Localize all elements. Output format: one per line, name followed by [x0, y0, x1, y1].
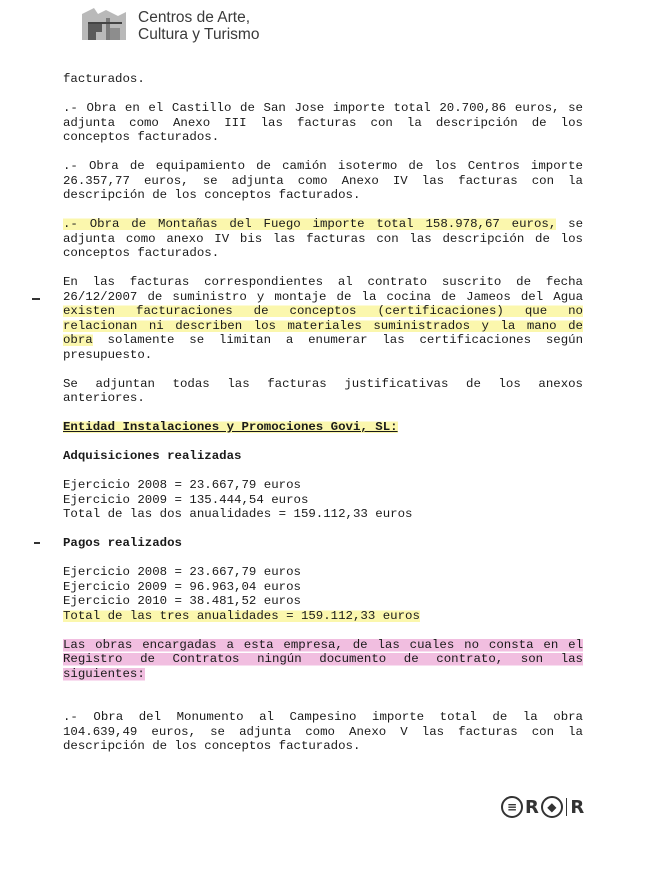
payments-list [63, 565, 583, 623]
stamp-circle-icon: ≡ [501, 796, 523, 818]
paragraph-works-intro [63, 638, 583, 682]
registry-stamp [501, 795, 584, 819]
stamp-divider [566, 798, 568, 816]
paragraph-continuation: facturados. [63, 72, 145, 86]
entity-title-text: Entidad Instalaciones y Promociones Govi, SL: [63, 420, 398, 434]
paragraph-jameos-start: En las facturas correspondientes al contrato suscrito de fecha 26/12/2007 de suministro y montaje de la cocina de Jameos del Agua [63, 275, 583, 304]
logo-line-1: Centros de Arte, [138, 9, 251, 26]
header [72, 2, 332, 48]
margin-dash [34, 542, 40, 544]
paragraph-camion: .- Obra de equipamiento de camión isotermo de los Centros importe 26.357,77 euros, se adjunta como Anexo IV las facturas con la descripción de los conceptos facturados. [63, 159, 583, 202]
acquisition-line: Ejercicio 2008 = 23.667,79 euros [63, 478, 301, 492]
payment-line: Ejercicio 2008 = 23.667,79 euros [63, 565, 301, 579]
paragraph-monumento: .- Obra del Monumento al Campesino importe total de la obra 104.639,49 euros, se adjunta como Anexo V las facturas con la descripción de los conceptos facturados. [63, 710, 583, 753]
payment-line: Ejercicio 2009 = 96.963,04 euros [63, 579, 301, 594]
acquisitions-heading: Adquisiciones realizadas [63, 449, 242, 463]
paragraph-castillo: .- Obra en el Castillo de San Jose importe total 20.700,86 euros, se adjunta como Anexo III las facturas con la descripción de los conceptos facturados. [63, 101, 583, 144]
stamp-seal-icon: ◆ [541, 796, 563, 818]
document-body [63, 72, 583, 754]
logo-text [138, 9, 259, 43]
highlight-montanas: .- Obra de Montañas del Fuego importe total 158.978,67 euros, [63, 217, 557, 231]
logo-icon [76, 4, 132, 44]
highlight-works-intro: Las obras encargadas a esta empresa, de las cuales no consta en el Registro de Contratos ningún documento de contrato, son las siguientes: [63, 637, 583, 681]
acquisitions-list [63, 478, 583, 522]
stamp-letter-r1: R [525, 796, 539, 818]
entity-title [63, 420, 583, 435]
highlight-jameos: existen facturaciones de conceptos (certificaciones) que no relacionan ni describen los materiales suministrados y la mano de obra [63, 304, 583, 347]
paragraph-anexos: Se adjuntan todas las facturas justificativas de los anexos anteriores. [63, 376, 583, 405]
paragraph-montanas-rest: se adjunta como anexo IV bis las facturas con las descripción de los conceptos facturados. [63, 217, 583, 260]
margin-dash [32, 298, 40, 300]
acquisition-line: Ejercicio 2009 = 135.444,54 euros [63, 492, 309, 507]
highlight-payments-total: Total de las tres anualidades = 159.112,33 euros [63, 608, 420, 623]
stamp-letter-r2: R [570, 796, 585, 818]
logo-line-2: Cultura y Turismo [138, 26, 260, 43]
paragraph-jameos-end: solamente se limitan a enumerar las certificaciones según presupuesto. [63, 333, 583, 362]
payment-total [63, 609, 583, 624]
paragraph-jameos [63, 275, 583, 362]
paragraph-montanas [63, 217, 583, 261]
acquisition-total: Total de las dos anualidades = 159.112,33 euros [63, 507, 413, 521]
payment-line: Ejercicio 2010 = 38.481,52 euros [63, 594, 301, 608]
payments-heading: Pagos realizados [63, 536, 182, 550]
